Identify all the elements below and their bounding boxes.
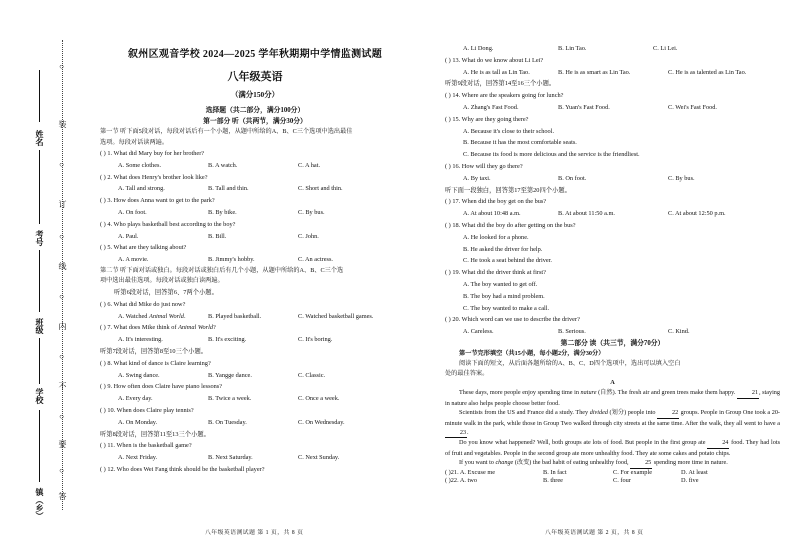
- cut-mark-2: 装: [58, 120, 67, 129]
- section2-instruction-line2: 项中选出最佳选项。每段对话或独白读两遍。: [100, 277, 224, 285]
- q9-options: [100, 393, 410, 405]
- cut-mark-8: 内: [58, 322, 67, 331]
- note-q6-7: 听第6段对话，回答第6、7两个小题。: [114, 288, 218, 296]
- cut-mark-1: ○: [57, 62, 66, 72]
- q9-stem: ( ) 9. How often does Claire have piano lessons?: [100, 383, 223, 391]
- q18-stem: ( ) 18. What did the boy do after getting on the bus?: [445, 221, 576, 229]
- q3-option-a[interactable]: A. On foot.: [118, 208, 147, 216]
- blank-21[interactable]: 21: [737, 388, 759, 398]
- q10-option-b[interactable]: B. On Tuesday.: [208, 418, 247, 426]
- p2-text-b: (划分) people into: [607, 409, 658, 417]
- q14-option-c[interactable]: C. Wei's Fast Food.: [668, 103, 717, 111]
- p4-text-b: (改变) the bad habit of eating unhealthy food,: [513, 459, 631, 467]
- p1-text-c: , staying in nature also helps people choose better food.: [445, 389, 780, 407]
- q21-options: [445, 469, 780, 478]
- q9-option-c[interactable]: C. Once a week.: [298, 395, 340, 403]
- q1-option-c[interactable]: C. A hat.: [298, 161, 321, 169]
- p3-text-b: food. They had lots of fruit and vegetables. People in the second group ate more unhealthy food. They ate some cakes and potato chips.: [445, 439, 780, 457]
- cut-mark-12: 要: [58, 440, 67, 449]
- q21-option-a[interactable]: ( )21. A. Excuse me: [445, 468, 496, 476]
- q5-option-b[interactable]: B. Jimmy's hobby.: [208, 256, 255, 264]
- school-label: 学校: [35, 388, 44, 404]
- q17-options: [445, 208, 780, 220]
- passage-paragraph-2: [445, 408, 780, 438]
- q18-option-b[interactable]: B. He asked the driver for help.: [463, 245, 543, 253]
- q7-option-a[interactable]: A. It's interesting.: [118, 336, 163, 344]
- binding-margin: [0, 0, 86, 550]
- blank-25[interactable]: 25: [630, 458, 652, 468]
- q16-options: [445, 173, 780, 185]
- q16-option-b[interactable]: B. On foot.: [558, 174, 587, 182]
- q4-stem: ( ) 4. Who plays basketball best according to the boy?: [100, 220, 236, 228]
- p2-text-c: groups. People in Group One took a 20-minute walk in the park, while those in Group Two walked through city streets at the same time. After the walk, they all went to have a: [445, 409, 780, 427]
- cloze-instruction-line2: 处的最佳答案。: [445, 369, 489, 377]
- q10-option-a[interactable]: A. On Monday.: [118, 418, 158, 426]
- note-q8-10: 听第7段对话，回答第8至10三个小题。: [100, 347, 208, 355]
- q18-option-a[interactable]: A. He looked for a phone.: [463, 233, 529, 241]
- q13-stem: ( ) 13. What do we know about Li Lei?: [445, 56, 544, 64]
- q8-option-a[interactable]: A. Swing dance.: [118, 371, 160, 379]
- note-q11-13: 听第8段对话，回答第11至13三个小题。: [100, 430, 210, 438]
- q7-option-c[interactable]: C. It's boring.: [298, 336, 333, 344]
- p2-word-divided: divided: [589, 409, 608, 417]
- passage-paragraph-4: [445, 458, 780, 468]
- q6-option-a[interactable]: A. Watched Animal World.: [118, 312, 186, 320]
- p3-text-a: Do you know what happened? Well, both groups ate lots of food. But people in the first group ate: [459, 439, 708, 447]
- question-group-8-10: [100, 358, 410, 429]
- q12-option-c[interactable]: C. Li Lei.: [653, 45, 678, 52]
- p4-text-a: If you want to: [459, 459, 496, 467]
- q7-options: [100, 334, 410, 346]
- q22-option-b[interactable]: B. three: [543, 477, 563, 485]
- q17-stem: ( ) 17. When did the boy get on the bus?: [445, 198, 547, 206]
- q4-option-c[interactable]: C. John.: [298, 232, 319, 240]
- q3-stem: ( ) 3. How does Anna want to get to the park?: [100, 197, 215, 205]
- class-label: 班级: [35, 318, 44, 334]
- q9-option-b[interactable]: B. Twice a week.: [208, 395, 252, 403]
- q4-option-a[interactable]: A. Paul.: [118, 232, 139, 240]
- q6-stem: ( ) 6. What did Mike do just now?: [100, 300, 186, 308]
- q8-stem: ( ) 8. What kind of dance is Claire learning?: [100, 359, 211, 367]
- q22-option-c[interactable]: C. four: [613, 477, 631, 485]
- q15-option-b[interactable]: B. Because it has the most comfortable seats.: [463, 139, 577, 147]
- cut-mark-10: 不: [58, 382, 67, 391]
- blank-22[interactable]: 22: [657, 408, 679, 418]
- q2-option-b[interactable]: B. Tall and thin.: [208, 185, 249, 193]
- q3-options: [100, 207, 410, 219]
- q15-option-a[interactable]: A. Because it's close to their school.: [463, 127, 555, 135]
- q19-stem: ( ) 19. What did the driver think at first?: [445, 269, 546, 277]
- q18-option-c[interactable]: C. He took a seat behind the driver.: [463, 257, 553, 265]
- q17-option-c[interactable]: C. At about 12:50 p.m.: [668, 210, 726, 218]
- q14-stem: ( ) 14. Where are the speakers going for lunch?: [445, 92, 564, 100]
- q3-option-c[interactable]: C. By bus.: [298, 208, 325, 216]
- question-group-6-7: [100, 299, 410, 346]
- q13-option-a[interactable]: A. He is as tall as Lin Tao.: [463, 68, 530, 76]
- page-footer-1: 八年级英语测试题 第 1 页，共 8 页: [205, 530, 304, 536]
- q9-option-a[interactable]: A. Every day.: [118, 395, 153, 403]
- section1-instruction-line2: 选项。每段对话读两遍。: [100, 138, 169, 146]
- section1-instruction-line1: 第一节 听下面5段对话，每段对话后有一个小题，从题中所给的A、B、C三个选项中选出最佳: [100, 128, 353, 135]
- q4-option-b[interactable]: B. Bill.: [208, 232, 227, 240]
- section2-instruction-line1: 第二节 听下面对话或独白。每段对话或独白后有几个小题，从题中所给的A、B、C三个选: [100, 266, 344, 274]
- q6-option-b[interactable]: B. Played basketball.: [208, 312, 262, 320]
- q5-stem: ( ) 5. What are they talking about?: [100, 244, 187, 252]
- town-line[interactable]: [39, 410, 40, 482]
- p2-text-d: .: [467, 429, 469, 437]
- p4-text-c: spending more time in nature.: [652, 459, 728, 467]
- q20-options: [445, 326, 780, 338]
- q12-option-b[interactable]: B. Lin Tao.: [558, 45, 587, 52]
- q19-option-a[interactable]: A. The boy wanted to get off.: [463, 280, 538, 288]
- q11-stem: ( ) 11. When is the basketball game?: [100, 442, 192, 450]
- q5-option-c[interactable]: C. An actress.: [298, 256, 333, 264]
- left-column: [100, 0, 410, 476]
- town-label: 镇（乡）: [35, 488, 44, 520]
- class-line[interactable]: [39, 250, 40, 312]
- q14-option-a[interactable]: A. Zhang's Fast Food.: [463, 103, 519, 111]
- q15-option-c[interactable]: C. Because its food is more delicious and the service is the friendliest.: [463, 151, 640, 159]
- q11-option-a[interactable]: A. Next Friday.: [118, 454, 158, 462]
- cut-mark-5: ○: [57, 232, 66, 242]
- q20-stem: ( ) 20. Which word can we use to describe the driver?: [445, 316, 580, 324]
- q22-option-a[interactable]: ( )22. A. two: [445, 477, 478, 485]
- p4-word-change: change: [495, 459, 514, 467]
- cloze-passage: [445, 388, 780, 468]
- q3-option-b[interactable]: B. By bike.: [208, 208, 237, 216]
- passage-paragraph-1: [445, 388, 780, 408]
- q20-option-a[interactable]: A. Careless.: [463, 328, 494, 336]
- q1-option-a[interactable]: A. Some clothes.: [118, 161, 162, 169]
- q8-option-b[interactable]: B. Yangge dance.: [208, 371, 252, 379]
- q5-options: [100, 254, 410, 266]
- exam-no-line[interactable]: [39, 150, 40, 224]
- name-line[interactable]: [39, 70, 40, 122]
- cut-mark-7: ○: [57, 292, 66, 302]
- note-q17-20: 听下面一段独白，回答第17至第20四个小题。: [445, 186, 571, 194]
- exam-subtitle: 八年级英语: [227, 71, 283, 83]
- exam-title: 叙州区观音学校 2024—2025 学年秋期期中学情监测试题: [128, 49, 382, 60]
- q17-option-a[interactable]: A. At about 10:48 a.m.: [463, 210, 521, 218]
- q20-option-b[interactable]: B. Serious.: [558, 328, 586, 336]
- cut-mark-6: 线: [58, 262, 67, 271]
- q1-stem: ( ) 1. What did Mary buy for her brother?: [100, 150, 205, 157]
- cut-mark-13: ○: [57, 466, 66, 476]
- q14-options: [445, 102, 780, 114]
- q14-option-b[interactable]: B. Yuan's Fast Food.: [558, 103, 610, 111]
- q6-options: [100, 311, 410, 323]
- cloze-instruction-line1: 阅读下面的短文，从后面各题所给的A、B、C、D四个选项中，选出可以填入空白: [459, 360, 681, 368]
- q22-options: [445, 477, 780, 486]
- q16-option-c[interactable]: C. By bus.: [668, 174, 695, 182]
- q2-option-a[interactable]: A. Tall and strong.: [118, 185, 165, 193]
- p1-word-nature: nature: [580, 389, 597, 397]
- cloze-heading: 第一节完形填空（共15小题，每小题2分，满分30分）: [459, 349, 605, 357]
- total-score: （满分150分）: [230, 90, 280, 99]
- question-group-11-12: [100, 440, 410, 475]
- p1-text-a: These days, more people enjoy spending time in: [459, 389, 581, 397]
- q8-option-c[interactable]: C. Classic.: [298, 371, 326, 379]
- q6-option-c[interactable]: C. Watched basketball games.: [298, 312, 374, 320]
- q11-option-c[interactable]: C. Next Sunday.: [298, 454, 340, 462]
- q1-option-b[interactable]: B. A watch.: [208, 161, 238, 169]
- note-q14-16: 听第9段对话，回答第14至16三个小题。: [445, 80, 556, 88]
- cut-mark-4: 订: [58, 200, 67, 209]
- part1-heading: 第一部分 听（共两节，满分30分）: [203, 118, 307, 125]
- q12-stem: ( ) 12. Who does Wei Fang think should be the basketball player?: [100, 465, 265, 473]
- q10-option-c[interactable]: C. On Wednesday.: [298, 418, 345, 426]
- passage-letter: A: [610, 379, 615, 387]
- q19-option-b[interactable]: B. The boy had a mind problem.: [463, 292, 545, 300]
- q2-stem: ( ) 2. What does Henry's brother look like?: [100, 173, 208, 181]
- cut-mark-11: ○: [57, 412, 66, 422]
- p2-text-a: Scientists from the US and France did a study. They: [459, 409, 590, 417]
- q21-option-b[interactable]: B. In fact: [543, 468, 567, 476]
- cut-mark-9: ○: [57, 352, 66, 362]
- q22-option-d[interactable]: D. five: [681, 477, 699, 485]
- q11-options: [100, 452, 410, 464]
- q11-option-b[interactable]: B. Next Saturday.: [208, 454, 253, 462]
- q10-stem: ( ) 10. When does Claire play tennis?: [100, 406, 194, 414]
- page-footer-2: 八年级英语测试题 第 2 页，共 8 页: [545, 530, 644, 536]
- part-select-heading: 选择题（共二部分，满分100分）: [205, 107, 305, 114]
- q2-option-c[interactable]: C. Short and thin.: [298, 185, 343, 193]
- exam-no-label: 考号: [35, 230, 44, 246]
- q12-option-a[interactable]: A. Li Dong.: [463, 45, 494, 52]
- q16-stem: ( ) 16. How will they go there?: [445, 162, 523, 170]
- q15-stem: ( ) 15. Why are they going there?: [445, 115, 529, 123]
- q7-stem: ( ) 7. What does Mike think of Animal World?: [100, 324, 216, 332]
- q13-options: [445, 67, 780, 79]
- q20-option-c[interactable]: C. Kind.: [668, 328, 690, 336]
- q5-option-a[interactable]: A. A movie.: [118, 256, 149, 264]
- cut-mark-3: ○: [57, 160, 66, 170]
- right-column: [445, 43, 780, 486]
- part2-heading: 第二部分 读（共三节，满分70分）: [560, 339, 665, 347]
- q16-option-a[interactable]: A. By taxi.: [463, 174, 491, 182]
- school-line[interactable]: [39, 338, 40, 384]
- q12-options: [445, 43, 780, 55]
- q2-options: [100, 183, 410, 195]
- q17-option-b[interactable]: B. At about 11:50 a.m.: [558, 210, 615, 218]
- name-label: 姓名: [35, 130, 44, 146]
- q13-option-b[interactable]: B. He is as smart as Lin Tao.: [558, 68, 631, 76]
- q10-options: [100, 417, 410, 429]
- q19-option-c[interactable]: C. The boy wanted to make a call.: [463, 304, 550, 312]
- cut-mark-14: 答: [58, 492, 67, 501]
- blank-24[interactable]: 24: [707, 438, 729, 448]
- q7-option-b[interactable]: B. It's exciting.: [208, 336, 247, 344]
- p1-text-b: (自然). The fresh air and green trees make them happy.: [596, 389, 737, 397]
- passage-paragraph-3: [445, 438, 780, 458]
- q1-options: [100, 160, 410, 172]
- q8-options: [100, 370, 410, 382]
- blank-23[interactable]: 23: [445, 428, 467, 438]
- q13-option-c[interactable]: C. He is as talented as Lin Tao.: [668, 68, 747, 76]
- question-group-1-5: [100, 148, 410, 266]
- q21-option-d[interactable]: D. At least: [681, 468, 708, 476]
- q4-options: [100, 231, 410, 243]
- q21-option-c[interactable]: C. For example: [613, 468, 652, 476]
